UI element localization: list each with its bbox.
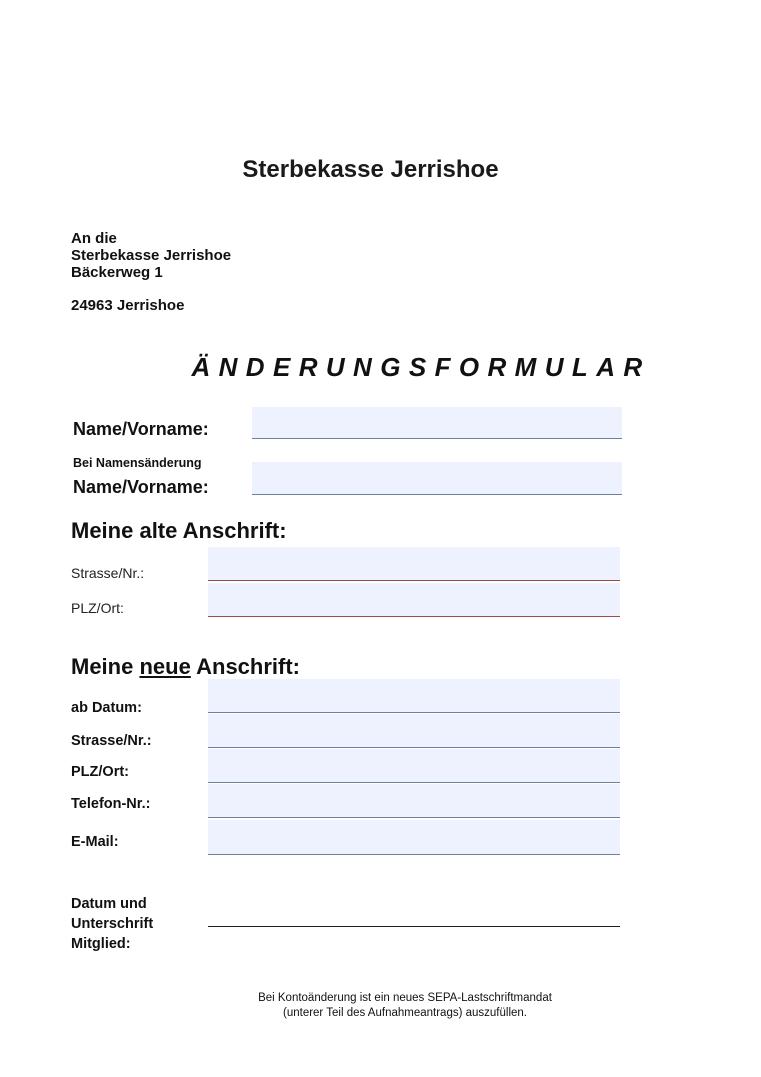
phone-input[interactable]	[208, 784, 620, 818]
recipient-address	[71, 230, 231, 314]
new-address-heading-underlined: neue	[139, 654, 191, 679]
name-label: Name/Vorname:	[73, 419, 209, 439]
new-address-heading-pre: Meine	[71, 654, 140, 679]
recipient-line-2: Sterbekasse Jerrishoe	[71, 247, 232, 264]
old-city-input[interactable]	[208, 583, 620, 617]
new-name-input[interactable]	[252, 462, 622, 495]
email-label: E-Mail:	[71, 834, 119, 850]
new-address-heading	[71, 654, 300, 680]
new-city-label: PLZ/Ort:	[71, 764, 129, 780]
footer-line-1: Bei Kontoänderung ist ein neues SEPA-Lastschriftmandat	[258, 992, 552, 1004]
recipient-line-3: Bäckerweg 1	[71, 264, 163, 281]
form-title: ÄNDERUNGSFORMULAR	[191, 352, 651, 382]
signature-label-line-1: Datum und	[71, 896, 147, 912]
old-street-input[interactable]	[208, 547, 620, 581]
email-input[interactable]	[208, 820, 620, 855]
footer-line-2: (unterer Teil des Aufnahmeantrags) auszufüllen.	[283, 1007, 527, 1019]
signature-line[interactable]	[208, 926, 620, 927]
signature-label-line-2: Unterschrift	[71, 916, 154, 932]
new-street-input[interactable]	[208, 714, 620, 748]
recipient-line-4: 24963 Jerrishoe	[71, 297, 185, 314]
name-change-note: Bei Namensänderung	[73, 456, 202, 470]
old-street-label: Strasse/Nr.:	[71, 565, 145, 581]
footer-note	[0, 991, 761, 1021]
old-address-heading: Meine alte Anschrift:	[71, 518, 287, 543]
old-city-label: PLZ/Ort:	[71, 600, 124, 616]
new-date-input[interactable]	[208, 679, 620, 713]
new-street-label: Strasse/Nr.:	[71, 733, 152, 749]
new-name-label: Name/Vorname:	[73, 477, 209, 497]
page-title: Sterbekasse Jerrishoe	[242, 156, 499, 183]
name-input[interactable]	[252, 407, 622, 439]
new-city-input[interactable]	[208, 749, 620, 783]
new-date-label: ab Datum:	[71, 700, 142, 716]
recipient-line-1: An die	[71, 230, 117, 247]
new-address-heading-post: Anschrift:	[190, 654, 301, 679]
signature-label-line-3: Mitglied:	[71, 936, 131, 952]
signature-label	[71, 894, 153, 954]
phone-label: Telefon-Nr.:	[71, 796, 151, 812]
